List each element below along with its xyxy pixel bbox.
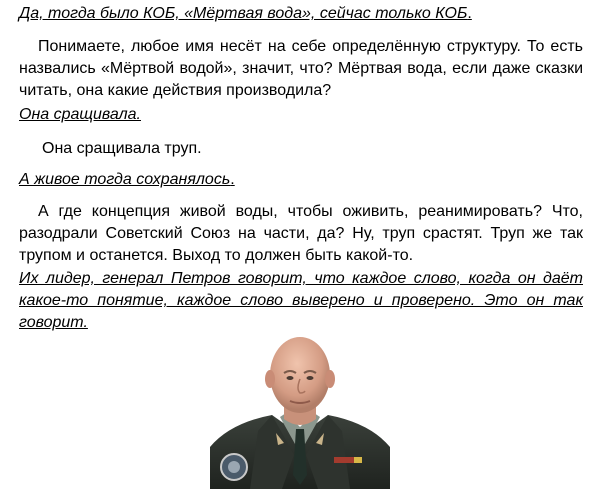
head	[270, 337, 330, 413]
question-paragraph-2: Она сращивала.	[19, 106, 141, 123]
question-tail-3: .	[230, 171, 235, 188]
general-portrait-photo	[210, 335, 390, 489]
question-paragraph-4: Их лидер, генерал Петров говорит, что каждое слово, когда он даёт какое-то понятие, каждое слово выверено и проверено. Это он так говорит.	[19, 270, 583, 331]
question-paragraph-1	[19, 3, 583, 25]
question-text-1: Да, тогда было КОБ, «Мёртвая вода», сейчас только КОБ	[19, 5, 468, 22]
answer-paragraph-2: Она сращивала труп.	[42, 140, 202, 157]
answer-paragraph-1: Понимаете, любое имя несёт на себе определённую структуру. То есть назвались «Мёртвой водой», значит, что? Мёртвая вода, если даже сказки читать, она какие действия производила?	[19, 38, 583, 99]
question-text-3: А живое тогда сохранялось	[19, 171, 231, 188]
question-paragraph-3	[19, 169, 583, 191]
answer-paragraph-3: А где концепция живой воды, чтобы оживить, реанимировать? Что, разодрали Советский Союз на части, да? Ну, труп срастят. Труп же так трупом и останется. Выход то должен быть какой-то.	[19, 203, 583, 264]
portrait-illustration	[210, 335, 390, 489]
question-tail-1: .	[467, 5, 472, 22]
medal-bar	[334, 457, 354, 463]
